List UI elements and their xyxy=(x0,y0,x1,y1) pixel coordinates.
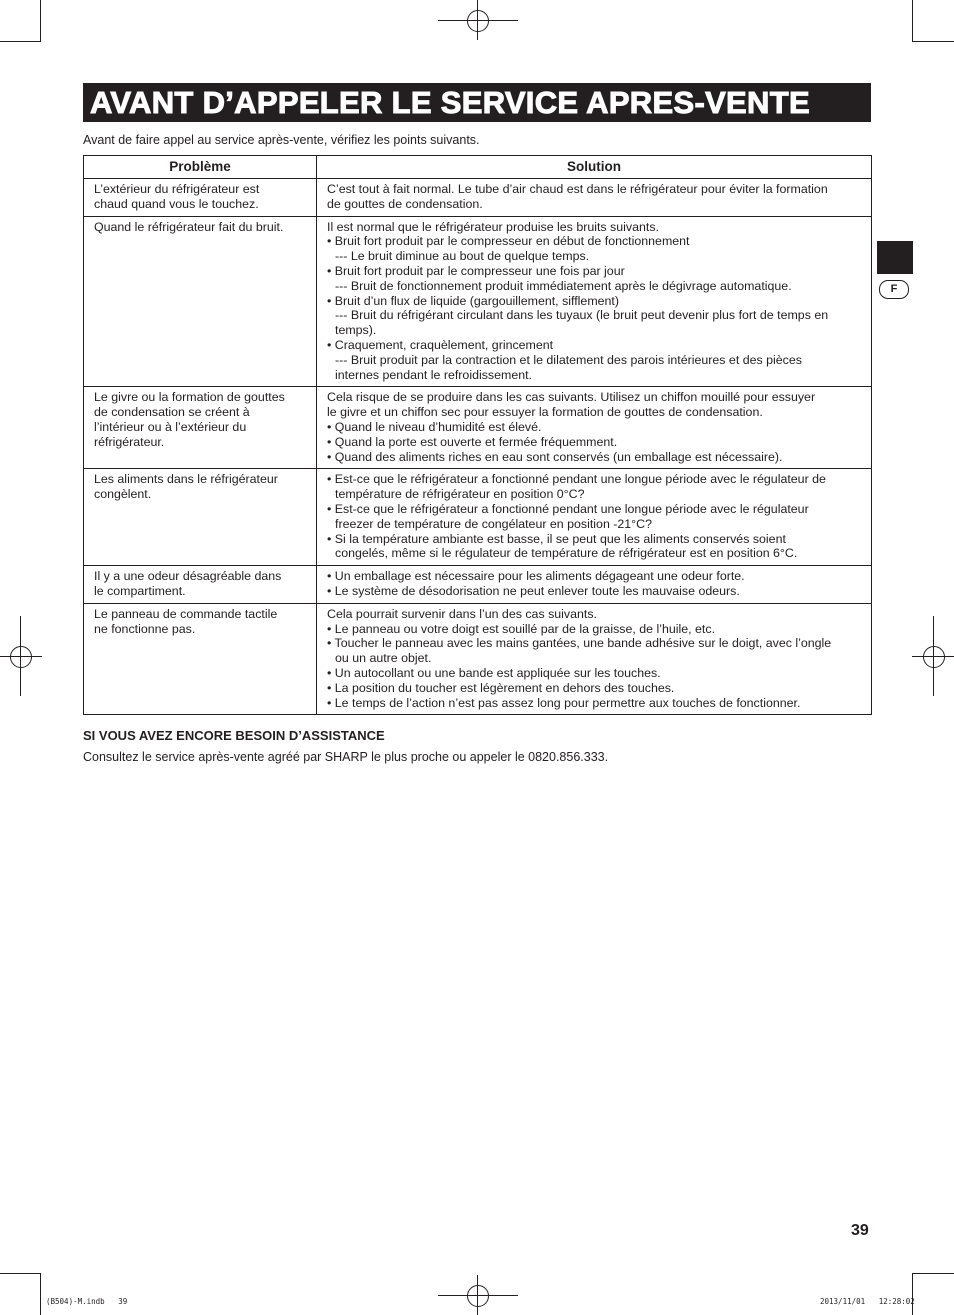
solution-line: • Un autocollant ou une bande est appliquée sur les touches. xyxy=(327,665,661,680)
solution-line: • Bruit fort produit par le compresseur une fois par jour xyxy=(327,263,625,278)
solution-line: • Bruit d’un flux de liquide (gargouillement, sifflement) xyxy=(327,293,619,308)
solution-line: temps). xyxy=(335,323,377,338)
problem-line: Les aliments dans le réfrigérateur xyxy=(94,472,278,487)
assistance-text: Consultez le service après-vente agréé par SHARP le plus proche ou appeler le 0820.856.333. xyxy=(83,750,609,764)
table-row xyxy=(84,603,872,715)
solution-line: • Si la température ambiante est basse, il se peut que les aliments conservés soient xyxy=(327,531,786,546)
solution-line: freezer de température de congélateur en position -21°C? xyxy=(335,516,652,531)
solution-line: Cela pourrait survenir dans l’un des cas suivants. xyxy=(327,606,597,621)
page-title: AVANT D’APPELER LE SERVICE APRES-VENTE xyxy=(90,85,810,120)
problem-line: L’extérieur du réfrigérateur est xyxy=(94,182,260,196)
solution-line: • Est-ce que le réfrigérateur a fonctionné pendant une longue période avec le régulateur de xyxy=(327,472,826,487)
crop-mark xyxy=(0,41,41,42)
problem-cell xyxy=(84,566,317,604)
language-badge: F xyxy=(879,280,909,299)
table-row xyxy=(84,566,872,604)
solution-line: • Quand la porte est ouverte et fermée fréquemment. xyxy=(327,434,618,449)
solution-cell xyxy=(317,566,872,604)
troubleshooting-table xyxy=(83,155,872,715)
solution-line: • Est-ce que le réfrigérateur a fonctionné pendant une longue période avec le régulateur xyxy=(327,501,809,516)
crop-mark xyxy=(912,1273,954,1274)
table-row xyxy=(84,387,872,469)
solution-line: • Le panneau ou votre doigt est souillé par de la graisse, de l’huile, etc. xyxy=(327,621,716,636)
crop-mark xyxy=(40,1273,41,1315)
print-slug-file: (B504)-M.indb 39 xyxy=(46,1297,128,1306)
problem-cell xyxy=(84,179,317,217)
problem-line: Il y a une odeur désagréable dans xyxy=(94,569,282,584)
problem-line: Le panneau de commande tactile xyxy=(94,606,278,621)
solution-line: Cela risque de se produire dans les cas suivants. Utilisez un chiffon mouillé pour essuyer xyxy=(327,390,816,405)
problem-line: réfrigérateur. xyxy=(94,434,165,449)
problem-line: Quand le réfrigérateur fait du bruit. xyxy=(94,219,284,234)
solution-cell xyxy=(317,469,872,566)
intro-text: Avant de faire appel au service après-vente, vérifiez les points suivants. xyxy=(83,133,480,147)
solution-line: --- Bruit du réfrigérant circulant dans les tuyaux (le bruit peut devenir plus fort de temps en xyxy=(335,308,829,323)
crop-mark xyxy=(912,41,954,42)
page-number: 39 xyxy=(851,1222,869,1239)
solution-line: C’est tout à fait normal. Le tube d’air chaud est dans le réfrigérateur pour éviter la formation xyxy=(327,182,828,196)
solution-line: --- Bruit de fonctionnement produit immédiatement après le dégivrage automatique. xyxy=(335,278,792,293)
solution-cell xyxy=(317,603,872,715)
problem-cell xyxy=(84,469,317,566)
solution-line: congelés, même si le régulateur de température de réfrigérateur est en position 6°C. xyxy=(335,546,798,561)
solution-line: température de réfrigérateur en position 0°C? xyxy=(335,487,585,502)
problem-line: le compartiment. xyxy=(94,583,186,598)
assistance-heading: SI VOUS AVEZ ENCORE BESOIN D’ASSISTANCE xyxy=(83,728,385,743)
problem-cell xyxy=(84,216,317,387)
solution-line: de gouttes de condensation. xyxy=(327,196,483,211)
problem-line: congèlent. xyxy=(94,487,152,502)
registration-mark-right xyxy=(912,616,954,696)
crop-mark xyxy=(40,0,41,42)
solution-line: • Quand des aliments riches en eau sont conservés (un emballage est nécessaire). xyxy=(327,449,783,464)
table-header-row xyxy=(84,156,872,179)
problem-line: de condensation se créent à xyxy=(94,405,250,420)
problem-line: chaud quand vous le touchez. xyxy=(94,196,259,211)
solution-line: • Bruit fort produit par le compresseur en début de fonctionnement xyxy=(327,234,690,249)
crop-mark xyxy=(0,1273,41,1274)
solution-line: • Un emballage est nécessaire pour les aliments dégageant une odeur forte. xyxy=(327,569,745,584)
table-row xyxy=(84,469,872,566)
problem-cell xyxy=(84,387,317,469)
problem-line: Le givre ou la formation de gouttes xyxy=(94,390,285,405)
crop-mark xyxy=(912,0,913,42)
solution-line: • Le système de désodorisation ne peut enlever toute les mauvaise odeurs. xyxy=(327,583,740,598)
title-bar xyxy=(83,83,871,122)
solution-line: --- Bruit produit par la contraction et le dilatement des parois intérieures et des pièces xyxy=(335,352,802,367)
solution-line: le givre et un chiffon sec pour essuyer la formation de gouttes de condensation. xyxy=(327,405,763,420)
solution-line: Il est normal que le réfrigérateur produise les bruits suivants. xyxy=(327,219,659,234)
table-body xyxy=(84,179,872,715)
language-tab xyxy=(877,241,913,274)
registration-mark-left xyxy=(0,616,42,696)
solution-cell xyxy=(317,387,872,469)
crop-mark xyxy=(912,1273,913,1315)
registration-mark-bottom xyxy=(438,1275,518,1315)
solution-line: • Le temps de l’action n’est pas assez long pour permettre aux touches de fonctionner. xyxy=(327,695,801,710)
solution-line: internes pendant le refroidissement. xyxy=(335,367,532,382)
problem-line: l’intérieur ou à l’extérieur du xyxy=(94,419,247,434)
print-slug-timestamp: 2013/11/01 12:28:02 xyxy=(820,1297,915,1306)
solution-line: • Toucher le panneau avec les mains gantées, une bande adhésive sur le doigt, avec l’ongle xyxy=(327,636,832,651)
problem-line: ne fonctionne pas. xyxy=(94,621,196,636)
solution-line: ou un autre objet. xyxy=(335,651,432,666)
problem-cell xyxy=(84,603,317,715)
solution-line: • La position du toucher est légèrement en dehors des touches. xyxy=(327,680,675,695)
table-row xyxy=(84,216,872,387)
solution-line: • Craquement, craquèlement, grincement xyxy=(327,337,554,352)
registration-mark-top xyxy=(438,0,518,40)
solution-line: • Quand le niveau d’humidité est élevé. xyxy=(327,419,542,434)
table-row xyxy=(84,179,872,217)
solution-column-header: Solution xyxy=(317,156,872,179)
solution-cell xyxy=(317,179,872,217)
solution-line: --- Le bruit diminue au bout de quelque temps. xyxy=(335,249,590,264)
solution-cell xyxy=(317,216,872,387)
problem-column-header: Problème xyxy=(84,156,317,179)
